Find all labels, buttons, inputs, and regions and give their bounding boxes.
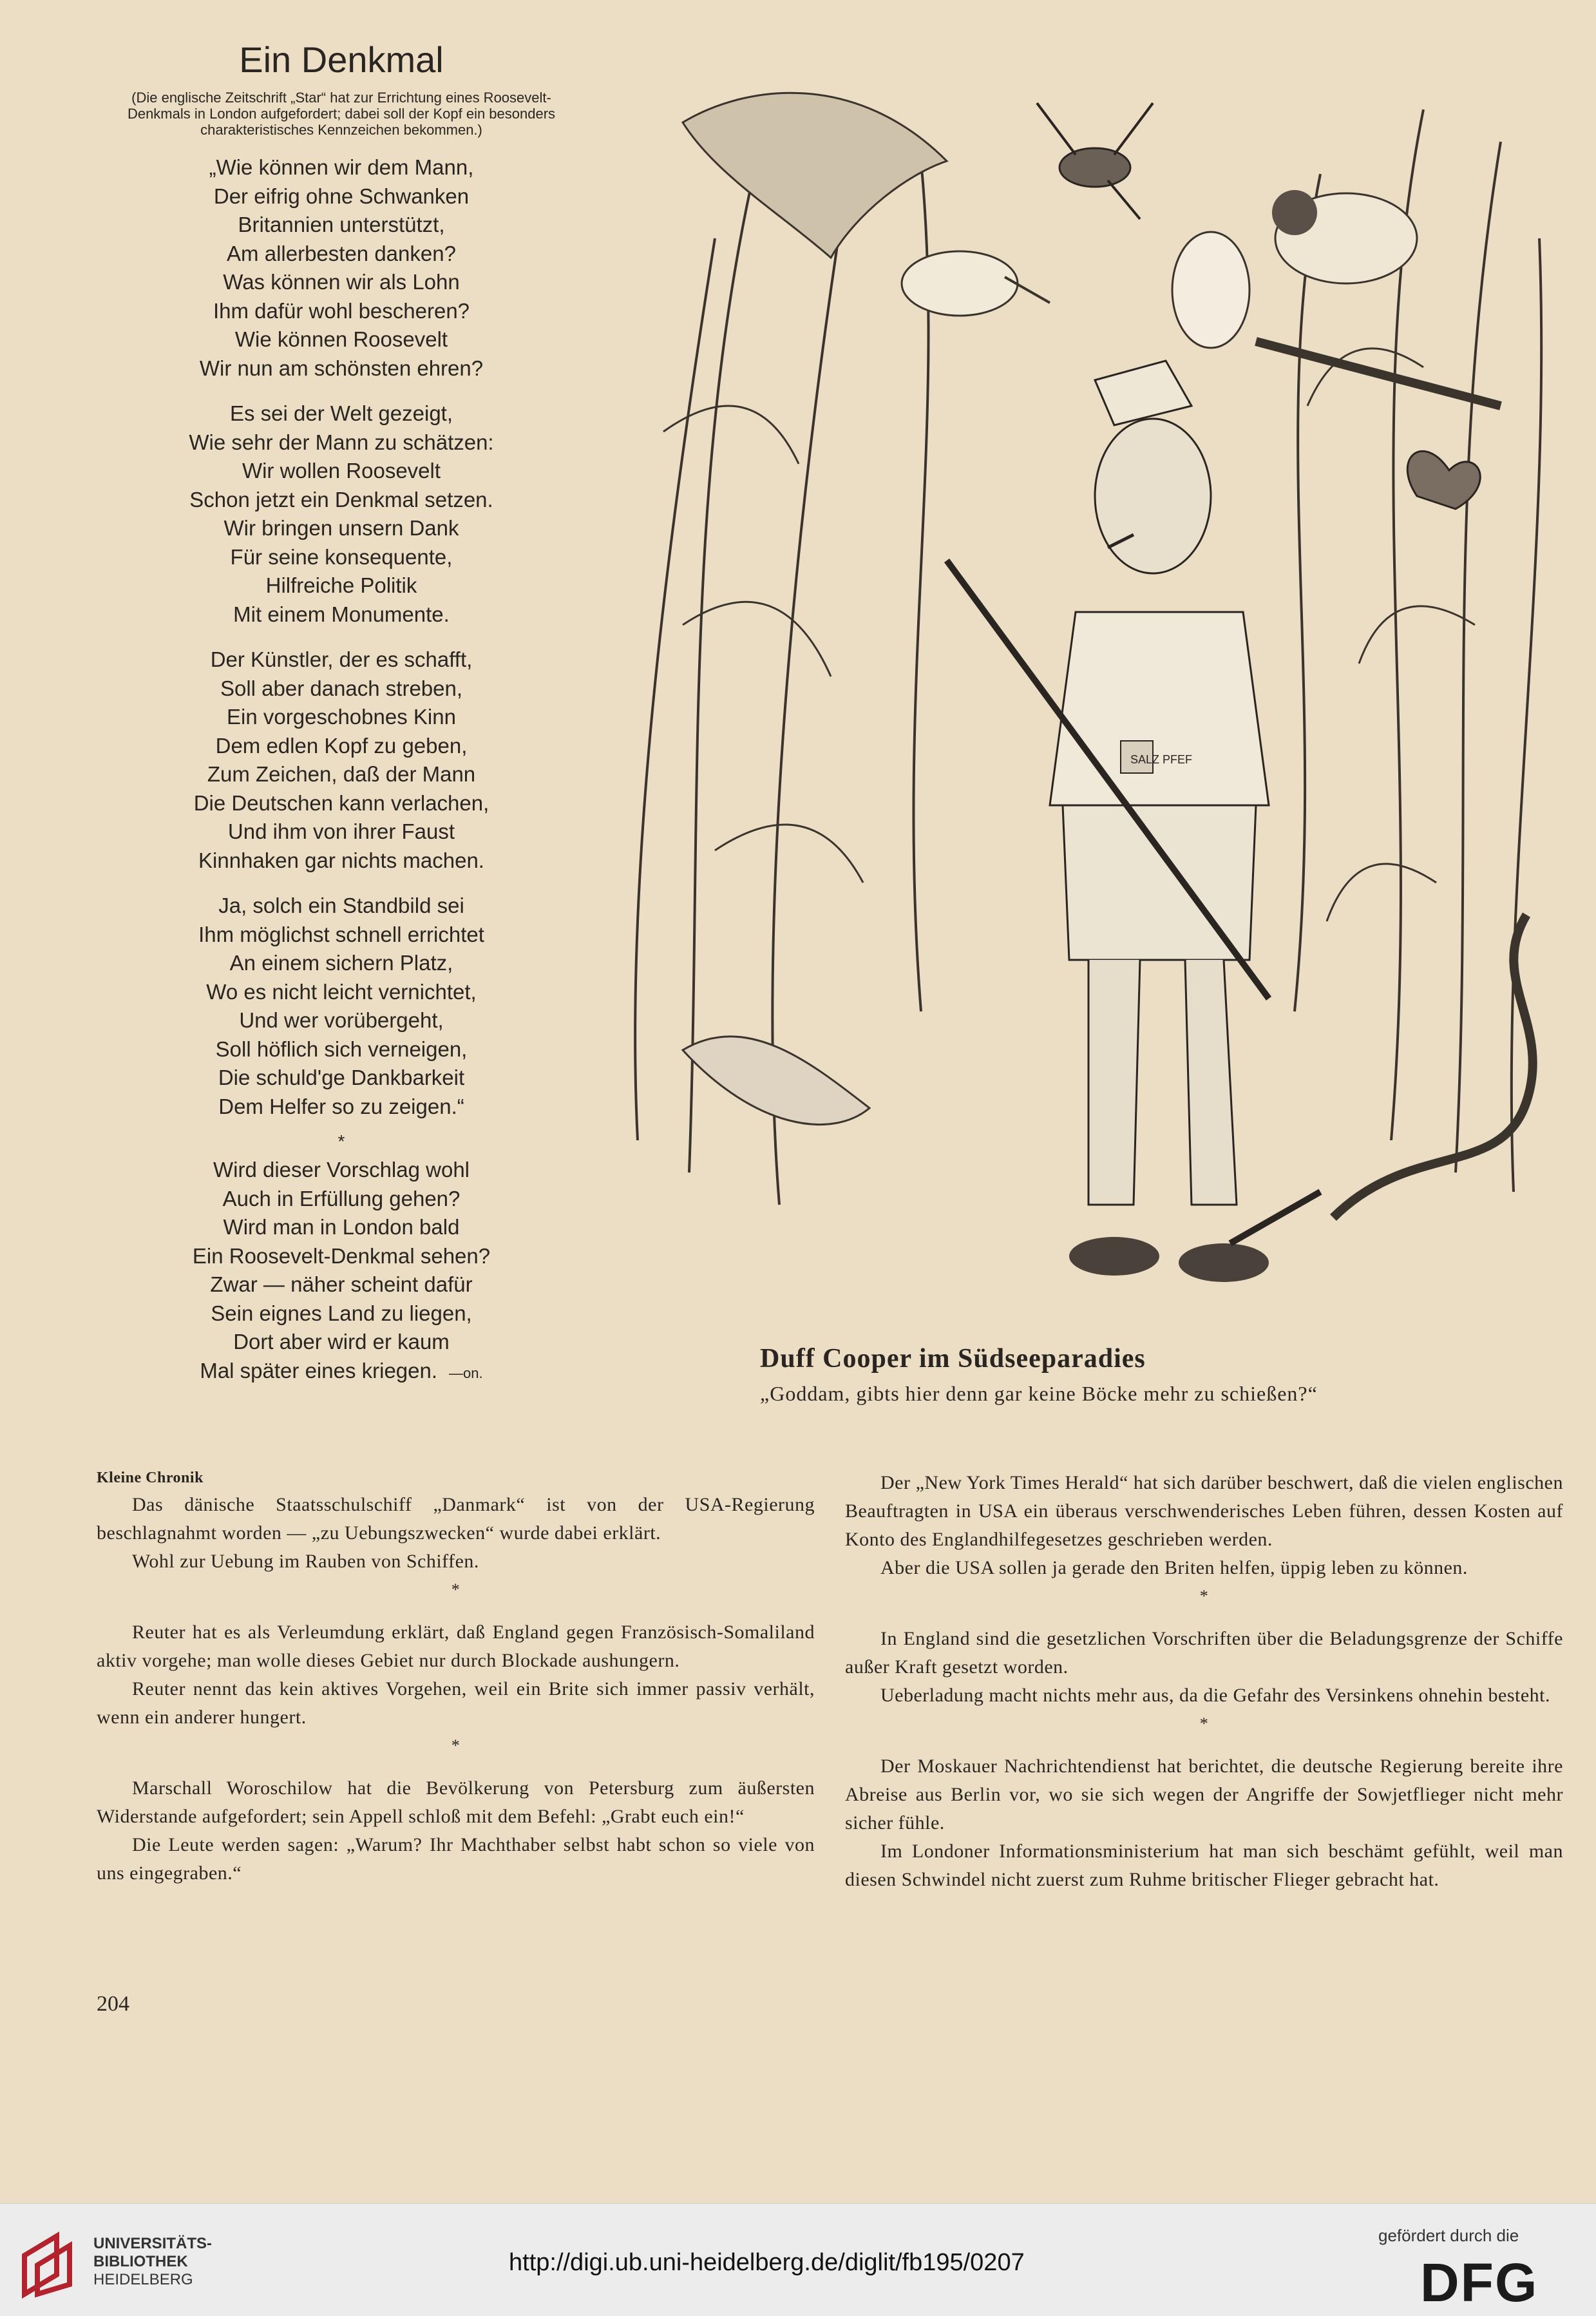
chronicle-paragraph: In England sind die gesetzlichen Vorschriften über die Beladungsgrenze der Schiffe außer Kraft gesetzt worden. [845,1628,1563,1678]
verse-line: Ein Roosevelt-Denkmal sehen? [192,1243,491,1268]
verse-line: Der Künstler, der es schafft, [210,647,473,671]
verse-line: Wo es nicht leicht vernichtet, [206,979,477,1004]
verse-line [77,1357,605,1388]
page-number: 204 [97,1992,129,2016]
illustration-caption [760,1343,1533,1406]
verse-line: Am allerbesten danken? [227,241,456,265]
verse-line: Der eifrig ohne Schwanken [213,184,470,208]
verse-line: Und wer vorübergeht, [239,1008,444,1032]
verse-line: Für seine konsequente, [230,544,453,569]
chronicle-heading: Kleine Chronik [97,1469,204,1486]
caption-quote: „Goddam, gibts hier denn gar keine Böcke mehr zu schießen?“ [760,1382,1318,1405]
verse-line: Sein eignes Land zu liegen, [211,1301,472,1325]
verse-line: Die Deutschen kann verlachen, [193,790,489,815]
verse-line: Dort aber wird er kaum [233,1330,450,1354]
lizard [683,1037,869,1125]
funding-label: gefördert durch die [1378,2226,1519,2245]
verse-line: Dem edlen Kopf zu geben, [215,733,468,758]
bird-of-paradise [683,93,1050,316]
chronicle-column-right [845,1469,1563,1894]
verse-line: Wird dieser Vorschlag wohl [213,1158,470,1182]
verse-line: Wie können Roosevelt [234,327,448,351]
poem-title: Ein Denkmal [239,39,444,80]
verse-line: Wir wollen Roosevelt [242,459,441,483]
verse-line: Zwar — näher scheint dafür [210,1272,473,1296]
stanza-separator: * [337,1131,345,1151]
parrot [1256,190,1501,406]
chronicle-paragraph: Der „New York Times Herald“ hat sich darüber beschwert, daß die vielen englischen Beauftragten in USA ein überaus verschwenderisches Leben führen, dessen Kosten auf Konto des Englandhilfegesetzes geschrieben werden. [845,1472,1563,1550]
chronicle-separator: * [451,1580,461,1599]
document-url-link[interactable]: http://digi.ub.uni-heidelberg.de/diglit/fb195/0207 [509,2249,1025,2276]
verse-line: Wird man in London bald [223,1215,460,1239]
verse-line: Ihm dafür wohl bescheren? [213,298,470,323]
verse-line: Auch in Erfüllung gehen? [222,1186,461,1211]
verse-line: Ihm möglichst schnell errichtet [198,922,484,946]
verse-line: „Wie können wir dem Mann, [209,155,474,179]
library-name-line: UNIVERSITÄTS- [93,2235,213,2252]
library-name-line: BIBLIOTHEK [93,2253,188,2270]
verse-line: Wir nun am schönsten ehren? [199,356,484,380]
verse-line: Es sei der Welt gezeigt, [229,401,453,425]
verse-line: Die schuld'ge Dankbarkeit [218,1066,465,1089]
chronicle-paragraph: Reuter hat es als Verleumdung erklärt, daß England gegen Französisch-Somaliland aktiv vorgehe; man wolle dieses Gebiet nur durch Blockade aushungern. [97,1622,815,1671]
verse-line: Soll höflich sich verneigen, [215,1037,468,1061]
chronicle-separator: * [1199,1587,1209,1605]
poem-intro: (Die englische Zeitschrift „Star“ hat zur Errichtung eines Roosevelt-Denkmals in London aufgefordert; dabei soll der Kopf ein besonders charakteristisches Kennzeichen bekommen.) [127,90,556,138]
library-logo-icon[interactable] [18,2230,89,2301]
cartoon-illustration [586,45,1591,1327]
chronicle-paragraph: Der Moskauer Nachrichtendienst hat berichtet, die deutsche Regierung bereite ihre Abreise aus Berlin vor, wo sie sich wegen der Angriffe der Sowjetflieger nicht mehr sicher fühle. [845,1756,1563,1833]
verse-line: Britannien unterstützt, [238,213,445,236]
umbrella [1230,1192,1320,1243]
chronicle-column-left [97,1469,815,1888]
stanza-4 [77,892,605,1121]
chronicle-paragraph: Wohl zur Uebung im Rauben von Schiffen. [132,1551,479,1572]
verse-line: An einem sichern Platz, [229,951,453,975]
verse-line: Und ihm von ihrer Faust [227,819,455,843]
chronicle-paragraph: Im Londoner Informationsministerium hat man sich beschämt gefühlt, weil man diesen Schwindel nicht zuerst zum Ruhme britischer Flieger gebracht hat. [845,1841,1563,1890]
chronicle-paragraph: Das dänische Staatsschulschiff „Danmark“ ist von der USA-Regierung beschlagnahmt worden — „zu Uebungszwecken“ wurde dabei erklärt. [97,1494,815,1544]
flying-bird [1037,103,1153,219]
verse-line: Ja, solch ein Standbild sei [218,894,464,917]
stanza-3 [77,646,605,875]
library-name[interactable] [93,2235,212,2289]
chronicle-separator: * [451,1736,461,1755]
dfg-logo[interactable]: DFG [1420,2252,1539,2313]
salt-pepper-label: SALZ PFEF [1130,753,1193,766]
chronicle-paragraph: Aber die USA sollen ja gerade den Briten helfen, üppig leben zu können. [880,1557,1468,1578]
stanza-1 [77,153,605,383]
verse-line: Kinnhaken gar nichts machen. [198,848,484,872]
viewer-footer [0,2203,1596,2316]
verse-line: Mit einem Monumente. [233,602,450,626]
chronicle-paragraph: Ueberladung macht nichts mehr aus, da die Gefahr des Versinkens ohnehin besteht. [880,1685,1550,1706]
chronicle-separator: * [1199,1714,1209,1733]
library-name-line: HEIDELBERG [93,2271,193,2288]
verse-line-last: Mal später eines kriegen. [200,1358,438,1383]
author-signature: —on. [449,1364,483,1381]
stanza-2 [77,399,605,629]
chronicle-paragraph: Reuter nennt das kein aktives Vorgehen, weil ein Brite sich immer passiv verhält, wenn ein anderer hungert. [97,1678,815,1728]
stanza-5 [77,1156,605,1388]
verse-line: Was können wir als Lohn [223,270,460,294]
verse-line: Ein vorgeschobnes Kinn [227,705,456,729]
caption-title: Duff Cooper im Südseeparadies [760,1344,1146,1373]
chronicle-paragraph: Marschall Woroschilow hat die Bevölkerung von Petersburg zum äußersten Widerstande aufgefordert; sein Appell schloß mit dem Befehl: „Grabt euch ein!“ [97,1777,815,1827]
verse-line: Soll aber danach streben, [220,676,463,700]
verse-line: Hilfreiche Politik [265,573,417,597]
verse-line: Wie sehr der Mann zu schätzen: [189,430,494,454]
verse-line: Schon jetzt ein Denkmal setzen. [189,487,493,512]
verse-line: Wir bringen unsern Dank [223,516,459,540]
snake [1333,915,1533,1218]
hunter-figure [947,361,1269,1282]
chronicle-paragraph: Die Leute werden sagen: „Warum? Ihr Machthaber selbst habt schon so viele von uns eingegraben.“ [97,1834,815,1884]
cockatoo [1172,232,1249,348]
verse-line: Dem Helfer so zu zeigen.“ [218,1094,464,1118]
verse-line: Zum Zeichen, daß der Mann [207,762,476,786]
poem-column [77,39,605,1404]
jungle-scene-drawing [586,45,1591,1327]
